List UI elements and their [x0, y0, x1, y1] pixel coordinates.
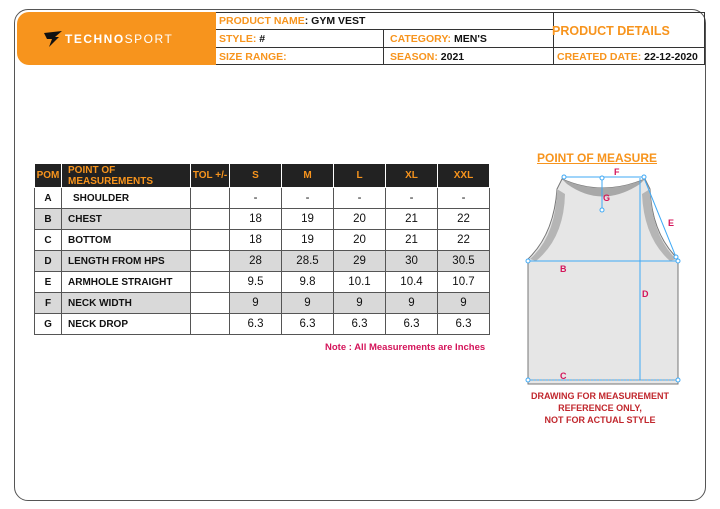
- pom-label-e: E: [668, 218, 675, 228]
- table-row: [35, 272, 490, 293]
- measurement-cell: NECK DROP: [62, 314, 191, 335]
- page-title: PRODUCT DETAILS: [552, 24, 670, 38]
- value-cell: 30.5: [438, 251, 490, 272]
- pom-label-b: B: [560, 264, 567, 274]
- value-cell: 18: [230, 209, 282, 230]
- col-header-xl: XL: [386, 164, 438, 188]
- value-cell: 22: [438, 230, 490, 251]
- col-header-l: L: [334, 164, 386, 188]
- disclaimer-line: DRAWING FOR MEASUREMENT: [531, 391, 669, 401]
- value-cell: 20: [334, 209, 386, 230]
- col-header-tol: TOL +/-: [191, 164, 230, 188]
- value-cell: 9: [230, 293, 282, 314]
- col-header-xxl: XXL: [438, 164, 490, 188]
- value-cell: 28: [230, 251, 282, 272]
- value-cell: 9: [334, 293, 386, 314]
- value-cell: 6.3: [386, 314, 438, 335]
- tol-cell: [191, 209, 230, 230]
- value-cell: 19: [282, 230, 334, 251]
- table-row: [35, 293, 490, 314]
- pom-label-f: F: [614, 167, 620, 177]
- measurement-cell: NECK WIDTH: [62, 293, 191, 314]
- table-row: [35, 314, 490, 335]
- pom-cell: G: [35, 314, 62, 335]
- category-field: CATEGORY: MEN'S: [390, 33, 487, 45]
- col-header-pom: POM: [35, 164, 62, 188]
- tol-cell: [191, 314, 230, 335]
- point-of-measure-title: POINT OF MEASURE: [537, 151, 658, 165]
- table-header-row: [35, 164, 490, 188]
- measurement-cell: ARMHOLE STRAIGHT: [62, 272, 191, 293]
- pom-cell: E: [35, 272, 62, 293]
- tol-cell: [191, 272, 230, 293]
- value-cell: 6.3: [282, 314, 334, 335]
- value-cell: 9: [282, 293, 334, 314]
- measurement-cell: LENGTH FROM HPS: [62, 251, 191, 272]
- value-cell: 6.3: [334, 314, 386, 335]
- measurement-cell: SHOULDER: [62, 188, 191, 209]
- value-cell: -: [282, 188, 334, 209]
- brand-mark-icon: [43, 30, 63, 48]
- table-row: [35, 209, 490, 230]
- product-name-field: PRODUCT NAME: GYM VEST: [219, 15, 366, 27]
- measurement-table: [34, 163, 490, 335]
- tol-cell: [191, 251, 230, 272]
- style-field: STYLE: #: [219, 33, 266, 45]
- table-row: [35, 251, 490, 272]
- value-cell: 9: [438, 293, 490, 314]
- measurement-note: Note : All Measurements are Inches: [325, 342, 486, 353]
- value-cell: 10.1: [334, 272, 386, 293]
- pom-label-c: C: [560, 371, 567, 381]
- value-cell: 6.3: [230, 314, 282, 335]
- drawing-disclaimer: [520, 390, 680, 426]
- measurement-cell: CHEST: [62, 209, 191, 230]
- value-cell: 9.5: [230, 272, 282, 293]
- value-cell: 19: [282, 209, 334, 230]
- value-cell: 22: [438, 209, 490, 230]
- value-cell: -: [230, 188, 282, 209]
- season-field: SEASON: 2021: [390, 51, 465, 63]
- pom-label-d: D: [642, 289, 649, 299]
- col-header-measurement: POINT OF MEASUREMENTS: [62, 164, 191, 188]
- col-header-m: M: [282, 164, 334, 188]
- value-cell: 21: [386, 230, 438, 251]
- pom-cell: C: [35, 230, 62, 251]
- brand-logo: [17, 12, 216, 65]
- value-cell: 18: [230, 230, 282, 251]
- table-row: [35, 188, 490, 209]
- disclaimer-line: REFERENCE ONLY,: [558, 403, 642, 413]
- value-cell: 10.7: [438, 272, 490, 293]
- header: [15, 12, 705, 65]
- table-row: [35, 230, 490, 251]
- pom-cell: D: [35, 251, 62, 272]
- size-range-field: SIZE RANGE:: [219, 51, 287, 63]
- gym-vest-drawing: [520, 164, 688, 390]
- measurement-cell: BOTTOM: [62, 230, 191, 251]
- disclaimer-line: NOT FOR ACTUAL STYLE: [544, 415, 656, 425]
- created-date-field: CREATED DATE: 22-12-2020: [557, 51, 698, 63]
- value-cell: 9: [386, 293, 438, 314]
- value-cell: -: [334, 188, 386, 209]
- value-cell: 29: [334, 251, 386, 272]
- pom-cell: F: [35, 293, 62, 314]
- value-cell: 30: [386, 251, 438, 272]
- col-header-s: S: [230, 164, 282, 188]
- value-cell: 20: [334, 230, 386, 251]
- pom-cell: B: [35, 209, 62, 230]
- tol-cell: [191, 230, 230, 251]
- brand-wordmark: TECHNOSPORT: [65, 32, 174, 46]
- tol-cell: [191, 293, 230, 314]
- value-cell: 21: [386, 209, 438, 230]
- pom-cell: A: [35, 188, 62, 209]
- value-cell: 6.3: [438, 314, 490, 335]
- value-cell: 9.8: [282, 272, 334, 293]
- pom-label-g: G: [603, 193, 611, 203]
- value-cell: -: [386, 188, 438, 209]
- value-cell: -: [438, 188, 490, 209]
- value-cell: 28.5: [282, 251, 334, 272]
- value-cell: 10.4: [386, 272, 438, 293]
- tol-cell: [191, 188, 230, 209]
